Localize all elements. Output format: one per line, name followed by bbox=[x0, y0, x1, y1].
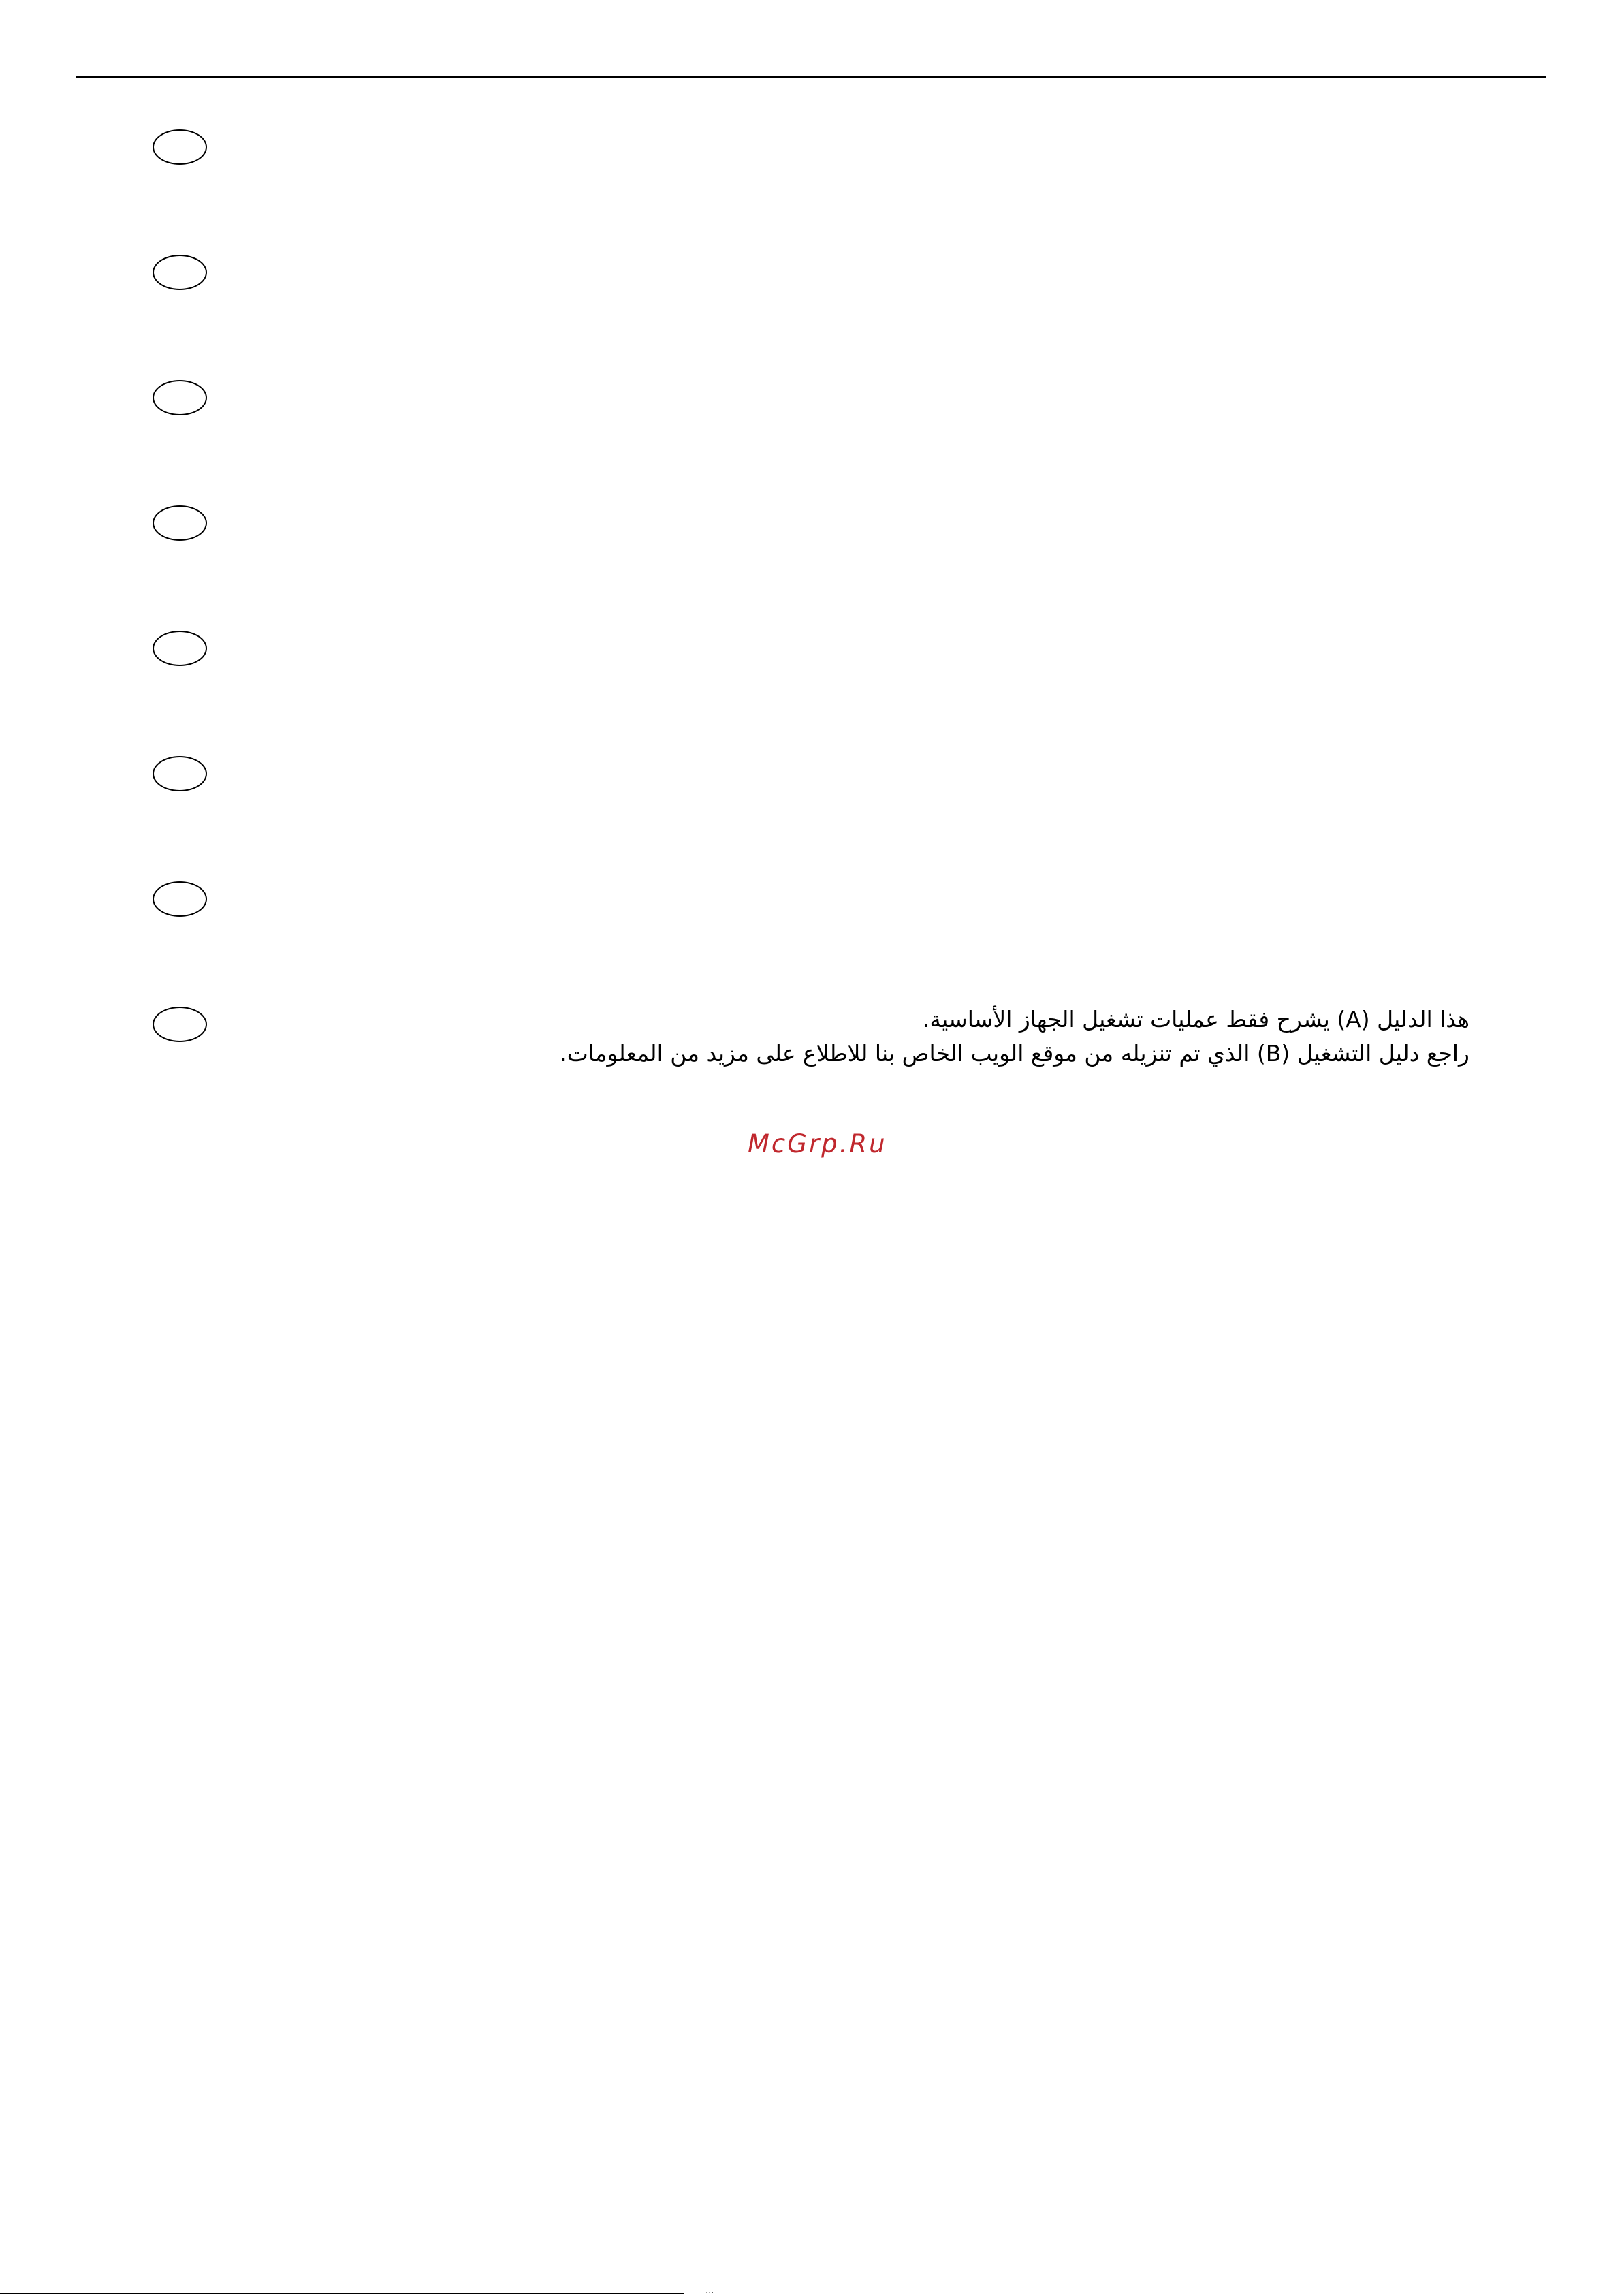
manual-note bbox=[448, 1003, 1469, 1071]
binder-hole-1 bbox=[153, 129, 207, 165]
binder-hole-8 bbox=[153, 1007, 207, 1042]
footer-rule bbox=[0, 2293, 684, 2294]
binder-hole-3 bbox=[153, 380, 207, 415]
binder-hole-7 bbox=[153, 881, 207, 917]
note-line-1: هذا الدليل (A) يشرح فقط عمليات تشغيل الجهاز الأساسية. bbox=[922, 1006, 1469, 1033]
binder-hole-6 bbox=[153, 756, 207, 791]
footer-fragment: ... bbox=[705, 2286, 714, 2296]
binder-hole-2 bbox=[153, 255, 207, 290]
note-line-2: راجع دليل التشغيل (B) الذي تم تنزيله من موقع الويب الخاص بنا للاطلاع على مزيد من المعلومات. bbox=[560, 1040, 1469, 1067]
watermark-text: McGrp.Ru bbox=[748, 1129, 887, 1159]
header-rule bbox=[76, 76, 1546, 78]
binder-hole-4 bbox=[153, 505, 207, 541]
binder-hole-5 bbox=[153, 631, 207, 666]
